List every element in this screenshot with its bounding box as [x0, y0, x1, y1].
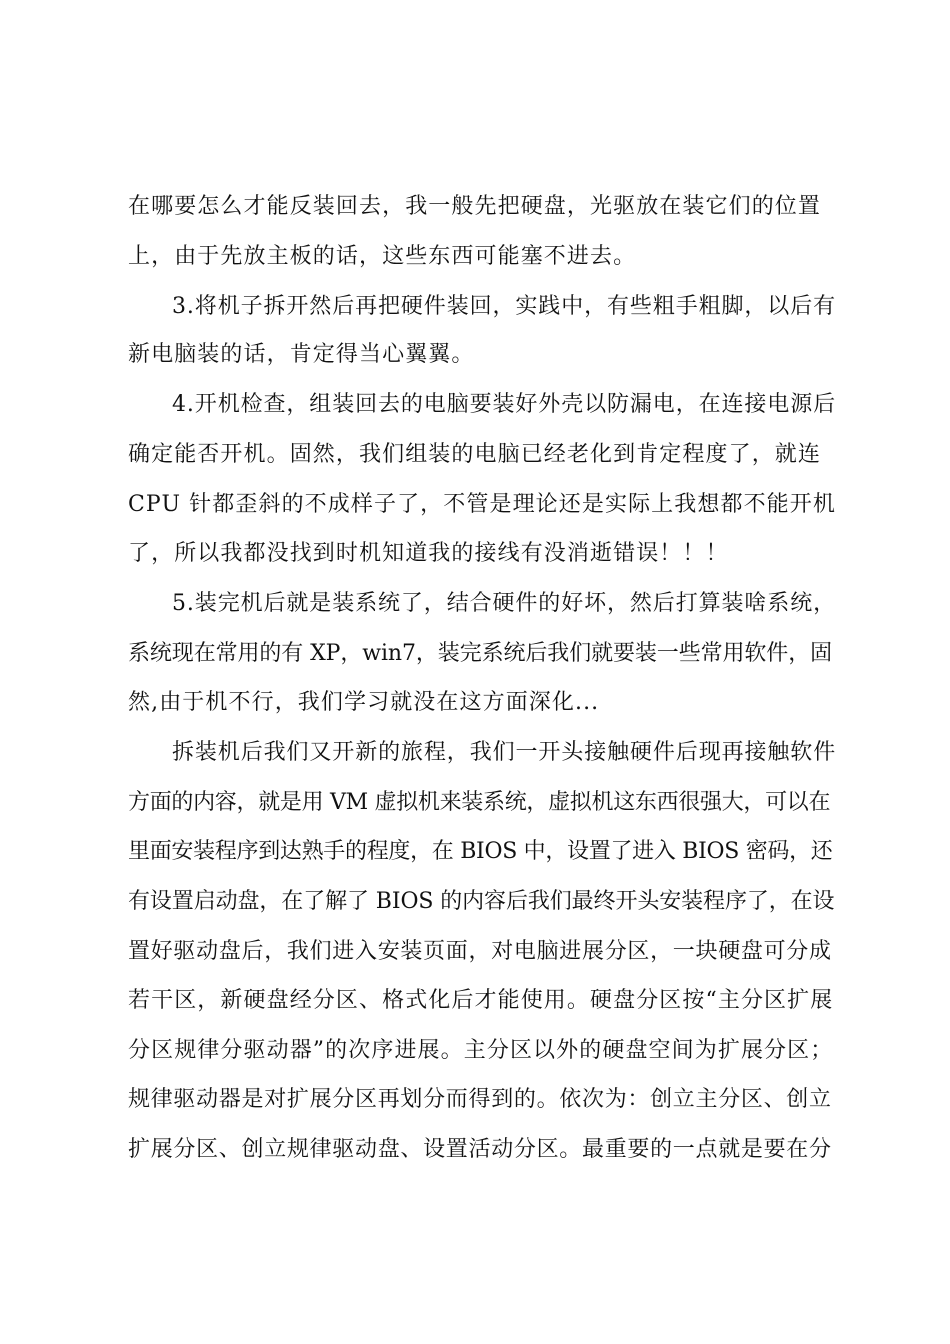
text-line: 若干区，新硬盘经分区、格式化后才能使用。硬盘分区按“主分区扩展 — [128, 988, 834, 1013]
text-line: 了，所以我都没找到时机知道我的接线有没消逝错误！！！ — [128, 541, 729, 566]
text-line: 规律驱动器是对扩展分区再划分而得到的。依次为：创立主分区、创立 — [128, 1087, 832, 1112]
text-line: 置好驱动盘后，我们进入安装页面，对电脑进展分区，一块硬盘可分成 — [128, 939, 832, 964]
text-line: 3.将机子拆开然后再把硬件装回，实践中，有些粗手粗脚，以后有 — [172, 294, 836, 319]
text-line: 5.装完机后就是装系统了，结合硬件的好坏，然后打算装啥系统， — [172, 591, 836, 616]
text-line: 新电脑装的话，肯定得当心翼翼。 — [128, 342, 475, 367]
text-line: 系统现在常用的有 XP，win7，装完系统后我们就要装一些常用软件，固 — [128, 641, 832, 666]
text-line: 在哪要怎么才能反装回去，我一般先把硬盘，光驱放在装它们的位置 — [128, 194, 822, 219]
text-line: 分区规律分驱动器”的次序进展。主分区以外的硬盘空间为扩展分区； — [128, 1038, 834, 1063]
text-line: 拆装机后我们又开新的旅程，我们一开头接触硬件后现再接触软件 — [172, 740, 837, 765]
text-line: 然,由于机不行，我们学习就没在这方面深化... — [128, 690, 600, 715]
text-line: 上，由于先放主板的话，这些东西可能塞不进去。 — [128, 244, 637, 269]
text-line: 方面的内容，就是用 VM 虚拟机来装系统，虚拟机这东西很强大，可以在 — [128, 790, 831, 815]
text-line: CPU 针都歪斜的不成样子了，不管是理论还是实际上我想都不能开机 — [128, 492, 836, 517]
text-line: 里面安装程序到达熟手的程度，在 BIOS 中，设置了进入 BIOS 密码，还 — [128, 839, 833, 864]
text-line: 有设置启动盘，在了解了 BIOS 的内容后我们最终开头安装程序了，在设 — [128, 889, 835, 914]
text-line: 4.开机检查，组装回去的电脑要装好外壳以防漏电，在连接电源后 — [172, 392, 836, 417]
text-line: 确定能否开机。固然，我们组装的电脑已经老化到肯定程度了，就连 — [128, 442, 822, 467]
text-line: 扩展分区、创立规律驱动盘、设置活动分区。最重要的一点就是要在分 — [128, 1137, 832, 1162]
